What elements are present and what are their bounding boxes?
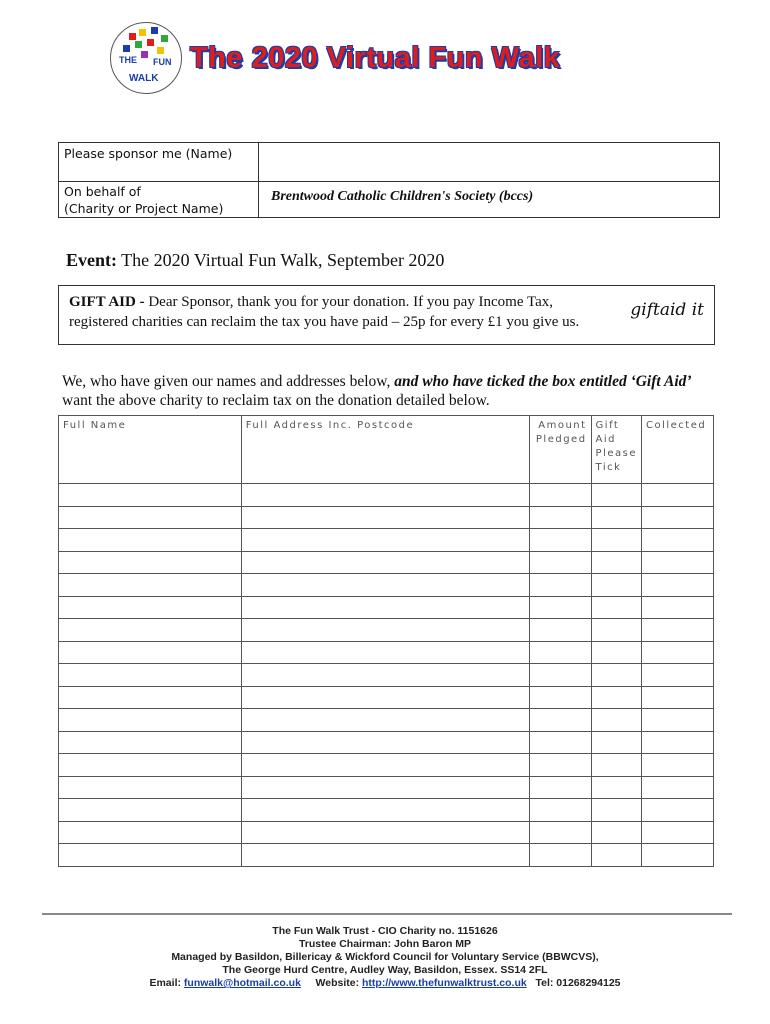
amount-cell[interactable] [529,664,591,687]
amount-cell[interactable] [529,641,591,664]
logo-text-fun: FUN [153,57,172,67]
address-cell[interactable] [241,686,529,709]
footer-managed-by: Managed by Basildon, Billericay & Wickford Council for Voluntary Service (BBWCVS), [171,951,599,963]
declaration-emphasis: and who have ticked the box entitled ‘Gift Aid’ [394,373,692,390]
gift-aid-tick-cell[interactable] [591,484,641,507]
address-cell[interactable] [241,551,529,574]
footer-email-label: Email: [149,977,184,989]
collected-cell[interactable] [642,709,714,732]
event-label: Event: [66,250,117,270]
address-cell[interactable] [241,776,529,799]
table-row [59,776,714,799]
table-row [59,506,714,529]
address-cell[interactable] [241,484,529,507]
gift-aid-tick-cell[interactable] [591,551,641,574]
collected-cell[interactable] [642,821,714,844]
address-cell[interactable] [241,596,529,619]
collected-cell[interactable] [642,799,714,822]
collected-cell[interactable] [642,754,714,777]
gift-aid-tick-cell[interactable] [591,844,641,867]
address-cell[interactable] [241,844,529,867]
sponsor-name-label: Please sponsor me (Name) [59,143,259,181]
fun-walk-logo [110,22,182,94]
gift-aid-tick-cell[interactable] [591,641,641,664]
table-row [59,574,714,597]
donations-table [58,415,714,867]
collected-cell[interactable] [642,506,714,529]
declaration-text [62,372,712,410]
gift-aid-label: GIFT AID - [69,294,145,310]
footer-website-link[interactable]: http://www.thefunwalktrust.co.uk [362,977,527,989]
table-row [59,641,714,664]
charity-row [59,181,719,217]
collected-cell[interactable] [642,641,714,664]
table-row [59,484,714,507]
full-name-cell[interactable] [59,821,242,844]
collected-cell[interactable] [642,574,714,597]
event-line [66,250,444,271]
collected-cell[interactable] [642,551,714,574]
declaration-part1: We, who have given our names and addresses below, [62,373,395,390]
declaration-part3: want the above charity to reclaim tax on the donation detailed below. [62,392,490,409]
charity-label [59,181,259,217]
table-row [59,551,714,574]
gift-aid-tick-cell[interactable] [591,506,641,529]
header-collected: Collected [642,416,714,484]
table-row [59,529,714,552]
collected-cell[interactable] [642,731,714,754]
full-name-cell[interactable] [59,844,242,867]
address-cell[interactable] [241,574,529,597]
collected-cell[interactable] [642,596,714,619]
header-full-address: Full Address Inc. Postcode [241,416,529,484]
table-row [59,731,714,754]
collected-cell[interactable] [642,619,714,642]
amount-cell[interactable] [529,551,591,574]
address-cell[interactable] [241,664,529,687]
gift-aid-tick-cell[interactable] [591,821,641,844]
full-name-cell[interactable] [59,776,242,799]
footer-charity: The Fun Walk Trust - CIO Charity no. 1151626 [272,925,498,937]
table-row [59,844,714,867]
collected-cell[interactable] [642,484,714,507]
address-cell[interactable] [241,709,529,732]
full-name-cell[interactable] [59,641,242,664]
table-row [59,619,714,642]
footer-website-label: Website: [315,977,362,989]
collected-cell[interactable] [642,776,714,799]
header-gift-aid: Gift Aid Please Tick [591,416,641,484]
collected-cell[interactable] [642,844,714,867]
gift-aid-tick-cell[interactable] [591,529,641,552]
gift-aid-box [58,285,715,345]
header-amount-pledged: Amount Pledged [529,416,591,484]
table-header-row [59,416,714,484]
full-name-cell[interactable] [59,799,242,822]
collected-cell[interactable] [642,529,714,552]
gift-aid-tick-cell[interactable] [591,799,641,822]
charity-label-line2: (Charity or Project Name) [64,201,224,216]
footer-address: The George Hurd Centre, Audley Way, Basildon, Essex. SS14 2FL [222,964,548,976]
amount-cell[interactable] [529,776,591,799]
full-name-cell[interactable] [59,551,242,574]
header-full-name: Full Name [59,416,242,484]
amount-cell[interactable] [529,619,591,642]
logo-text-walk: WALK [129,73,159,84]
full-name-cell[interactable] [59,664,242,687]
full-name-cell[interactable] [59,596,242,619]
full-name-cell[interactable] [59,484,242,507]
amount-cell[interactable] [529,821,591,844]
address-cell[interactable] [241,754,529,777]
footer-email-link[interactable]: funwalk@hotmail.co.uk [183,977,301,989]
full-name-cell[interactable] [59,574,242,597]
address-cell[interactable] [241,641,529,664]
gift-aid-text1: Dear Sponsor, thank you for your donation. If you pay Income Tax, [144,294,553,310]
full-name-cell[interactable] [59,731,242,754]
amount-cell[interactable] [529,754,591,777]
full-name-cell[interactable] [59,506,242,529]
amount-cell[interactable] [529,844,591,867]
gift-aid-line1 [69,292,704,312]
address-cell[interactable] [241,821,529,844]
amount-cell[interactable] [529,574,591,597]
gift-aid-tick-cell[interactable] [591,776,641,799]
gift-aid-tick-cell[interactable] [591,664,641,687]
footer-contact [0,977,770,990]
sponsor-name-field[interactable] [259,143,719,181]
amount-cell[interactable] [529,799,591,822]
table-row [59,664,714,687]
table-row [59,686,714,709]
full-name-cell[interactable] [59,686,242,709]
amount-cell[interactable] [529,506,591,529]
gift-aid-tick-cell[interactable] [591,686,641,709]
table-row [59,596,714,619]
full-name-cell[interactable] [59,619,242,642]
amount-cell[interactable] [529,709,591,732]
table-row [59,709,714,732]
gift-aid-tick-cell[interactable] [591,709,641,732]
gift-aid-tick-cell[interactable] [591,596,641,619]
amount-cell[interactable] [529,686,591,709]
gift-aid-tick-cell[interactable] [591,731,641,754]
sponsor-form [58,142,720,218]
amount-cell[interactable] [529,529,591,552]
gift-aid-tick-cell[interactable] [591,574,641,597]
address-cell[interactable] [241,731,529,754]
table-body [59,484,714,867]
event-text: The 2020 Virtual Fun Walk, September 2020 [117,250,445,270]
gift-aid-tick-cell[interactable] [591,619,641,642]
address-cell[interactable] [241,506,529,529]
full-name-cell[interactable] [59,754,242,777]
address-cell[interactable] [241,619,529,642]
amount-cell[interactable] [529,731,591,754]
address-cell[interactable] [241,529,529,552]
collected-cell[interactable] [642,686,714,709]
footer [0,925,770,990]
charity-name-value: Brentwood Catholic Children's Society (bccs) [271,189,534,204]
sponsor-name-row [59,143,719,182]
charity-label-line1: On behalf of [64,184,141,199]
table-row [59,799,714,822]
collected-cell[interactable] [642,664,714,687]
footer-chairman: Trustee Chairman: John Baron MP [298,938,472,950]
footer-divider [42,913,732,915]
logo-text-the: THE [119,55,137,65]
full-name-cell[interactable] [59,529,242,552]
address-cell[interactable] [241,799,529,822]
giftaid-logo: giftaid it [630,300,704,320]
footer-tel: Tel: 01268294125 [535,977,621,989]
table-row [59,821,714,844]
gift-aid-tick-cell[interactable] [591,754,641,777]
amount-cell[interactable] [529,484,591,507]
page-title: The 2020 Virtual Fun Walk [190,42,561,74]
amount-cell[interactable] [529,596,591,619]
table-row [59,754,714,777]
full-name-cell[interactable] [59,709,242,732]
gift-aid-line2: registered charities can reclaim the tax you have paid – 25p for every £1 you give us. [69,314,580,330]
